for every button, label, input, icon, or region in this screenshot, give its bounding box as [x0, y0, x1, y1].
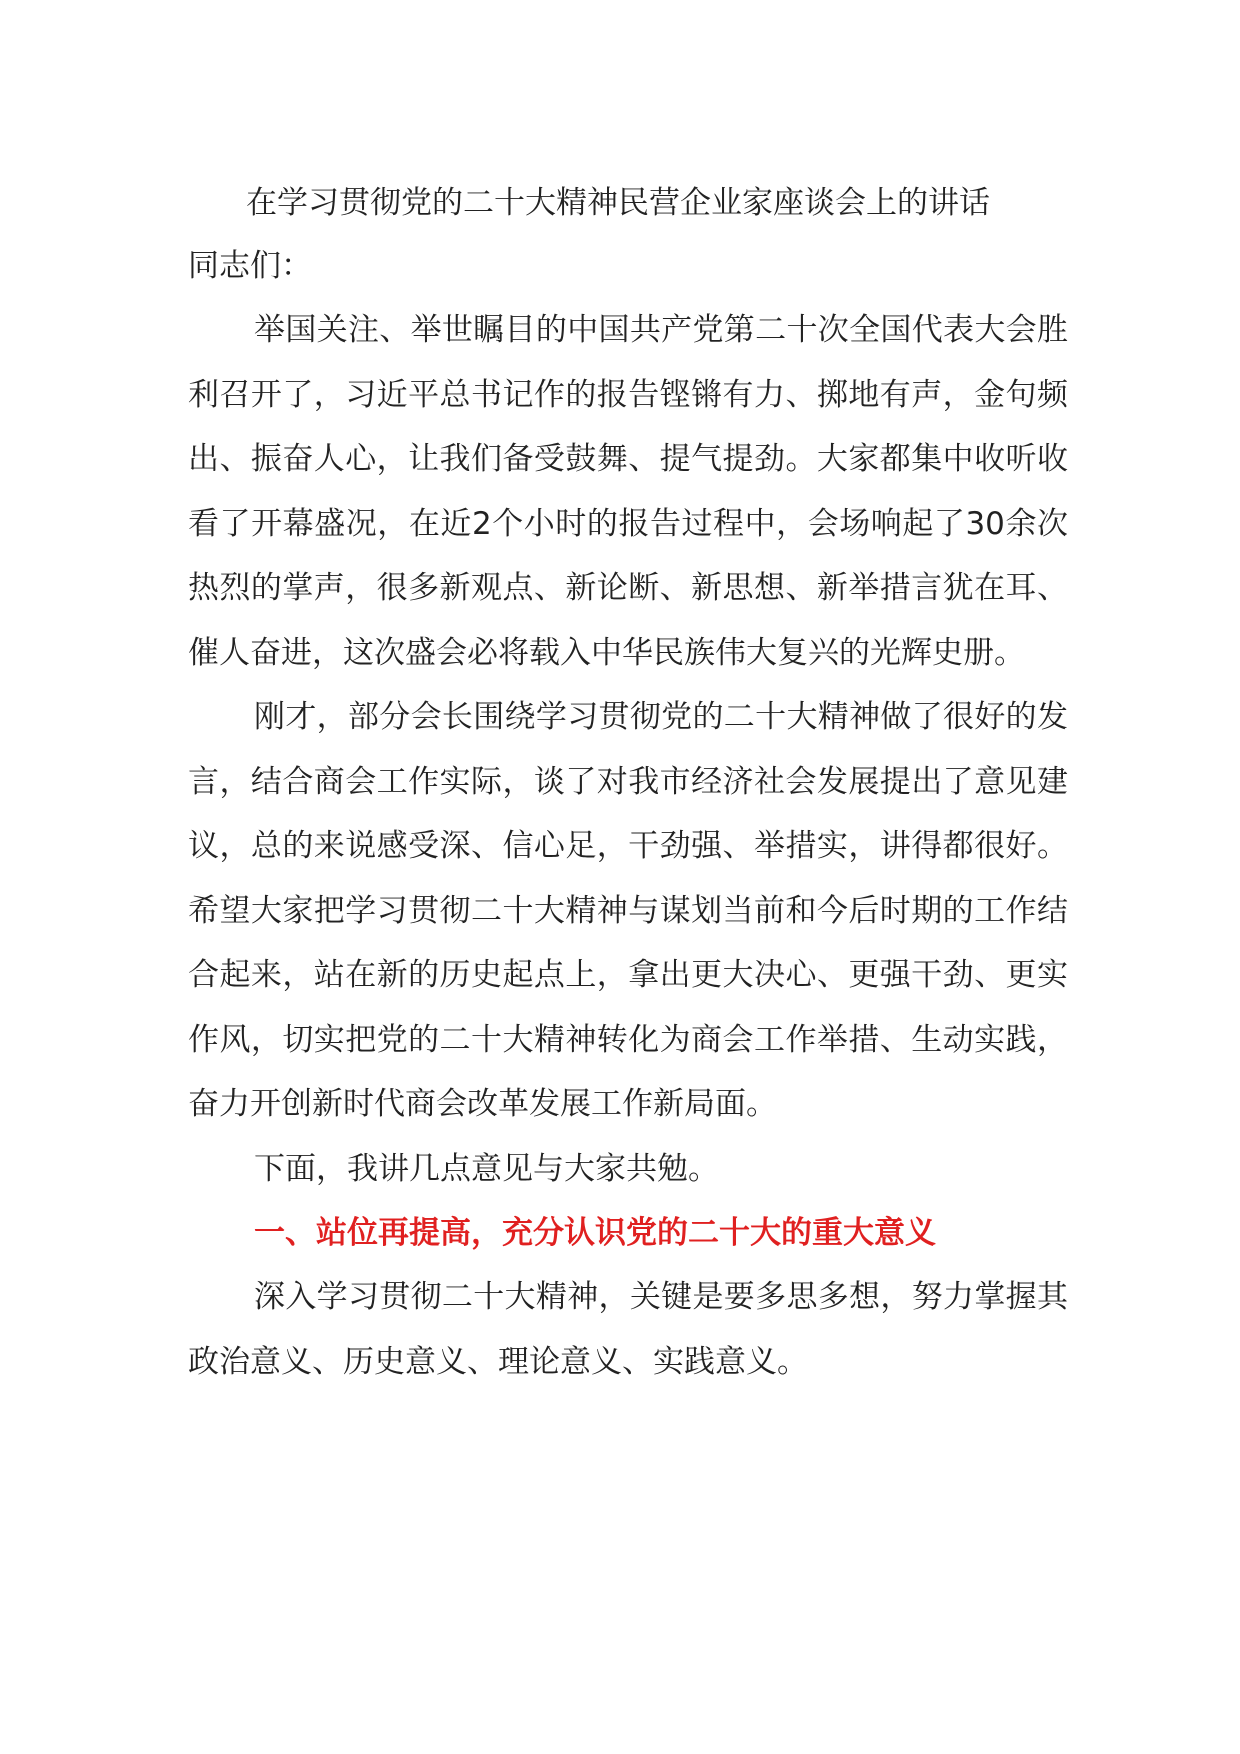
salutation: 同志们：: [188, 248, 312, 284]
paragraph-opening: 举国关注、举世瞩目的中国共产党第二十次全国代表大会胜利召开了，习近平总书记作的报告铿锵有力、掷地有声，金句频出、振奋人心，让我们备受鼓舞、提气提劲。大家都集中收听收看了开幕盛况，在近2个小时的报告过程中，会场响起了30余次热烈的掌声，很多新观点、新论断、新思想、新举措言犹在耳、催人奋进，这次盛会必将载入中华民族伟大复兴的光辉史册。: [188, 312, 1068, 671]
document-body: [188, 172, 1068, 1394]
paragraph-speeches: 刚才，部分会长围绕学习贯彻党的二十大精神做了很好的发言，结合商会工作实际，谈了对我市经济社会发展提出了意见建议，总的来说感受深、信心足，干劲强、举措实，讲得都很好。希望大家把学习贯彻二十大精神与谋划当前和今后时期的工作结合起来，站在新的历史起点上，拿出更大决心、更强干劲、更实作风，切实把党的二十大精神转化为商会工作举措、生动实践，奋力开创新时代商会改革发展工作新局面。: [188, 699, 1068, 1122]
paragraph-intro-points: 下面，我讲几点意见与大家共勉。: [254, 1150, 719, 1187]
section-paragraph: 深入学习贯彻二十大精神，关键是要多思多想，努力掌握其政治意义、历史意义、理论意义、实践意义。: [188, 1279, 1068, 1380]
document-title: 在学习贯彻党的二十大精神民营企业家座谈会上的讲话: [246, 185, 990, 221]
section-heading: 一、站位再提高，充分认识党的二十大的重大意义: [254, 1215, 936, 1251]
